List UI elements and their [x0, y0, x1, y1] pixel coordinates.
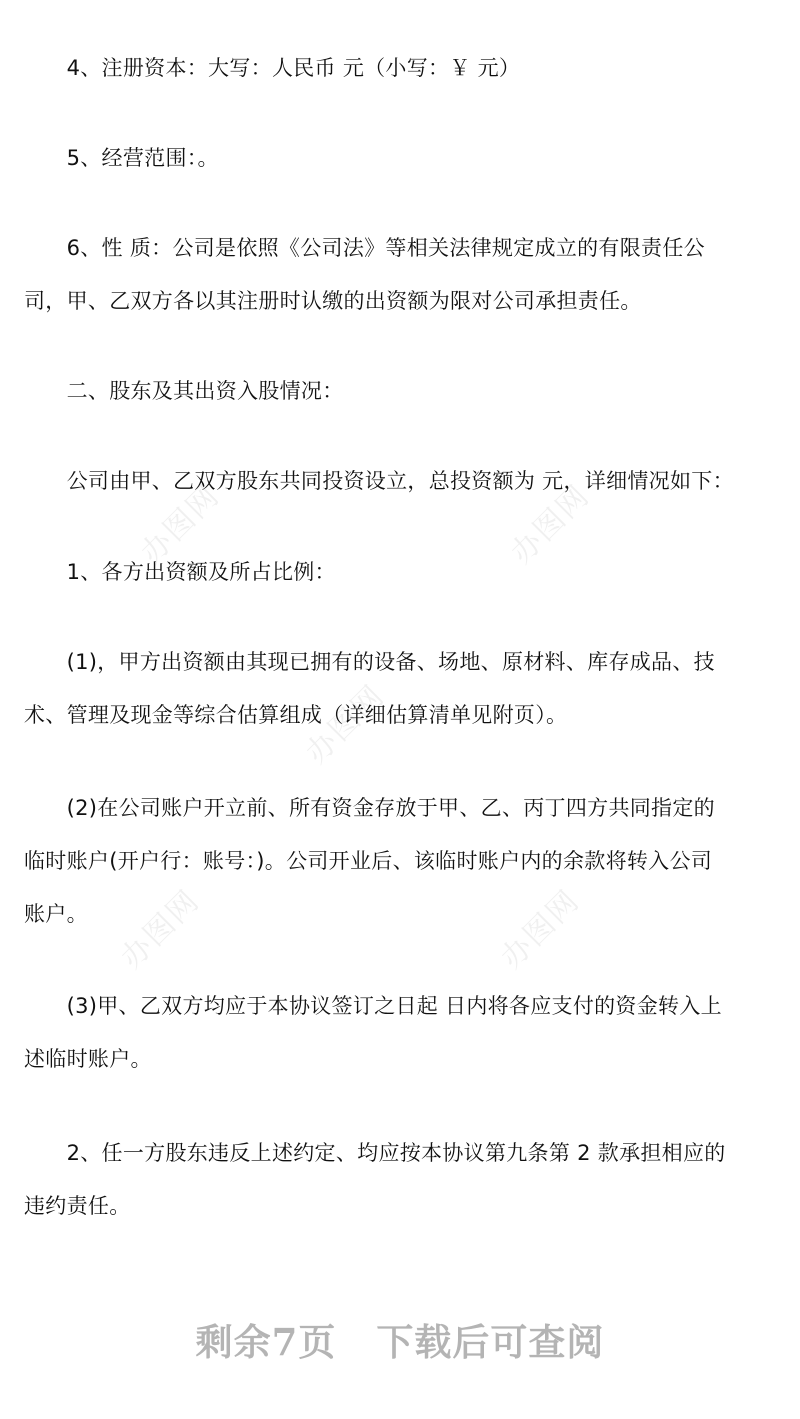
paragraph-line: 临时账户(开户行：账号：)。公司开业后、该临时账户内的余款将转入公司 [24, 849, 713, 873]
paragraph-line: 4、注册资本：大写：人民币 元（小写：￥ 元） [24, 56, 521, 80]
paragraph-business-scope [24, 132, 776, 185]
paragraph-line: 二、股东及其出资入股情况： [24, 379, 344, 403]
paragraph-line: 公司由甲、乙双方股东共同投资设立，总投资额为 元，详细情况如下： [24, 469, 734, 493]
paragraph-line: 违约责任。 [24, 1194, 131, 1218]
watermark-logo: 办图网 [114, 883, 207, 976]
paragraph-line: 5、经营范围：。 [24, 146, 219, 170]
paragraph-item-1 [24, 636, 776, 742]
paragraph-line: 2、任一方股东违反上述约定、均应按本协议第九条第 2 款承担相应的 [24, 1141, 726, 1165]
paragraph-investment-intro [24, 455, 776, 508]
paragraph-breach [24, 1127, 776, 1233]
paragraph-item-2 [24, 782, 776, 941]
paragraph-line: 6、性 质：公司是依照《公司法》等相关法律规定成立的有限责任公 [24, 236, 705, 260]
download-prompt-label: 下载后可查阅 [376, 1320, 605, 1364]
paragraph-registered-capital [24, 42, 776, 95]
paragraph-line: 1、各方出资额及所占比例： [24, 560, 336, 584]
paragraph-line: 司，甲、乙双方各以其注册时认缴的出资额为限对公司承担责任。 [24, 289, 642, 313]
watermark-logo: 办图网 [299, 678, 392, 771]
paragraph-item-3 [24, 980, 776, 1086]
paragraph-contribution-heading [24, 546, 776, 599]
paragraph-line: 述临时账户。 [24, 1047, 152, 1071]
watermark-logo: 办图网 [494, 883, 587, 976]
paragraph-line: (3)甲、乙双方均应于本协议签订之日起 日内将各应支付的资金转入上 [24, 994, 722, 1018]
watermark-logo: 办图网 [134, 478, 227, 571]
paragraph-company-nature [24, 222, 776, 328]
watermark-logo: 办图网 [504, 478, 597, 571]
download-banner[interactable] [0, 1312, 800, 1372]
paragraph-line: 账户。 [24, 902, 88, 926]
section-heading-shareholders [24, 365, 776, 418]
paragraph-line: 术、管理及现金等综合估算组成（详细估算清单见附页）。 [24, 703, 568, 727]
remaining-pages-label: 剩余7页 [195, 1320, 337, 1364]
paragraph-line: (1)，甲方出资额由其现已拥有的设备、场地、原材料、库存成品、技 [24, 650, 715, 674]
paragraph-line: (2)在公司账户开立前、所有资金存放于甲、乙、丙丁四方共同指定的 [24, 796, 715, 820]
